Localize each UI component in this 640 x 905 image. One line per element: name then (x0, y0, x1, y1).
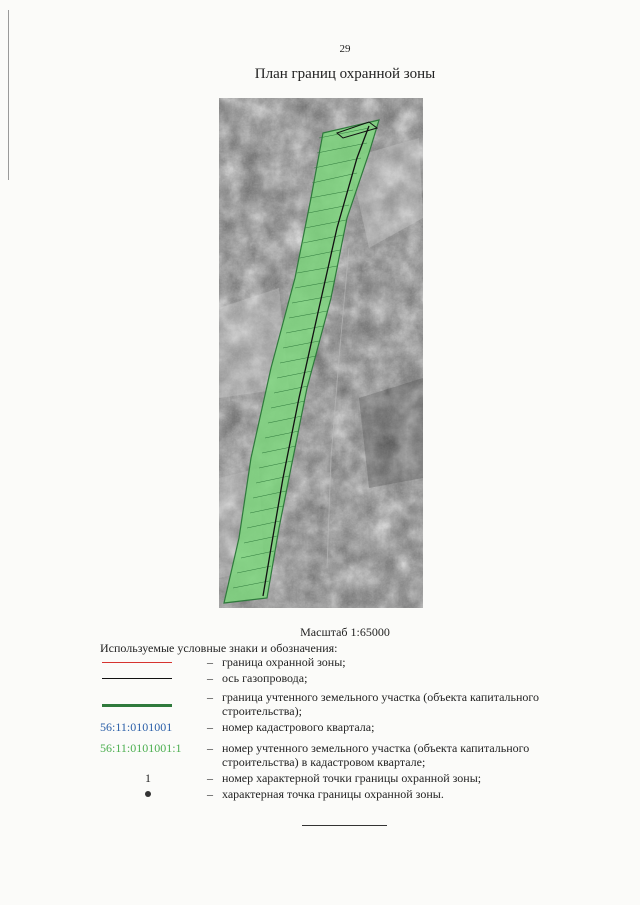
point-number-symbol (100, 771, 195, 785)
legend-text: номер кадастрового квартала; (222, 720, 375, 734)
legend-dash: – (207, 671, 213, 685)
legend-dash: – (207, 771, 213, 785)
end-rule (302, 825, 387, 826)
scan-edge-line (8, 10, 9, 180)
quarter-code: 56:11:0101001 (100, 720, 173, 734)
legend-dash: – (207, 690, 213, 704)
legend-text: номер учтенного земельного участка (объекта капитального строительства) в кадастровом квартале; (222, 741, 530, 769)
legend-text: ось газопровода; (222, 671, 308, 685)
dot-icon (145, 791, 151, 797)
legend-dash: – (207, 655, 213, 669)
page-title: План границ охранной зоны (254, 66, 436, 82)
map-svg (219, 98, 423, 608)
legend-dash: – (207, 720, 213, 734)
black-line-symbol (100, 671, 195, 685)
legend-text: номер характерной точки границы охранной зоны; (222, 771, 482, 785)
point-dot-symbol (100, 787, 195, 801)
map-scale: Масштаб 1:65000 (300, 625, 390, 639)
legend-text: граница учтенного земельного участка (объекта капитального строительства); (222, 690, 540, 718)
legend-dash: – (207, 741, 213, 755)
parcel-code: 56:11:0101001:1 (100, 741, 182, 755)
legend-text: граница охранной зоны; (222, 655, 346, 669)
legend-dash: – (207, 787, 213, 801)
green-line-symbol (100, 698, 195, 712)
page-number: 29 (339, 43, 351, 55)
quarter-code-symbol (100, 720, 195, 734)
point-number: 1 (145, 771, 151, 785)
satellite-map (219, 98, 423, 608)
red-line-symbol (100, 655, 195, 669)
legend-text: характерная точка границы охранной зоны. (222, 787, 444, 801)
parcel-code-symbol (100, 741, 195, 755)
legend-heading: Используемые условные знаки и обозначения: (100, 641, 338, 655)
